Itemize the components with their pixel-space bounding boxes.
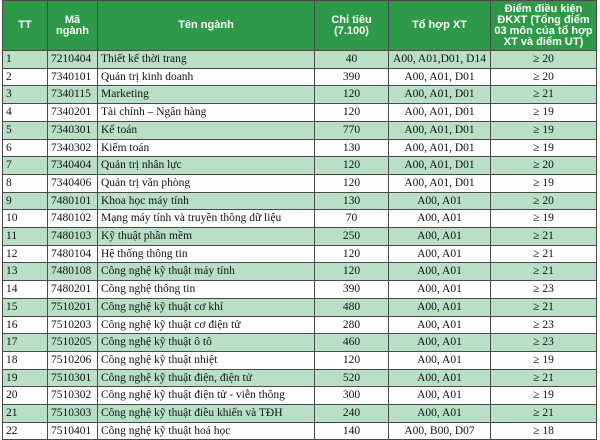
subject-combination: A00, A01 bbox=[389, 192, 491, 210]
major-name: Kiểm toán bbox=[98, 139, 315, 157]
minimum-score: ≥ 19 bbox=[491, 139, 597, 157]
subject-combination: A00, A01 bbox=[389, 245, 491, 263]
table-row bbox=[3, 369, 597, 387]
major-code: 7510206 bbox=[48, 351, 98, 369]
major-code: 7510203 bbox=[48, 316, 98, 334]
major-code: 7340404 bbox=[48, 157, 98, 175]
subject-combination: A00, A01 bbox=[389, 351, 491, 369]
header-quota: Chỉ tiêu (7.100) bbox=[315, 1, 389, 51]
major-name: Công nghệ kỹ thuật cơ điện tử bbox=[98, 316, 315, 334]
minimum-score: ≥ 21 bbox=[491, 298, 597, 316]
row-number: 19 bbox=[3, 369, 48, 387]
table-row bbox=[3, 405, 597, 423]
table-row bbox=[3, 351, 597, 369]
table-row bbox=[3, 263, 597, 281]
row-number: 15 bbox=[3, 298, 48, 316]
row-number: 5 bbox=[3, 121, 48, 139]
minimum-score: ≥ 21 bbox=[491, 86, 597, 104]
row-number: 14 bbox=[3, 281, 48, 299]
subject-combination: A00, A01, D01 bbox=[389, 174, 491, 192]
major-name: Khoa học máy tính bbox=[98, 192, 315, 210]
major-name: Công nghệ thông tin bbox=[98, 281, 315, 299]
quota-value: 480 bbox=[315, 298, 389, 316]
row-number: 4 bbox=[3, 104, 48, 122]
subject-combination: A00, A01, D01 bbox=[389, 86, 491, 104]
minimum-score: ≥ 21 bbox=[491, 245, 597, 263]
minimum-score: ≥ 20 bbox=[491, 51, 597, 69]
major-name: Quản trị nhân lực bbox=[98, 157, 315, 175]
major-name: Hệ thống thông tin bbox=[98, 245, 315, 263]
row-number: 3 bbox=[3, 86, 48, 104]
major-name: Mạng máy tính và truyền thông dữ liệu bbox=[98, 210, 315, 228]
major-code: 7340301 bbox=[48, 121, 98, 139]
major-code: 7510303 bbox=[48, 405, 98, 423]
minimum-score: ≥ 21 bbox=[491, 405, 597, 423]
minimum-score: ≥ 19 bbox=[491, 210, 597, 228]
row-number: 21 bbox=[3, 405, 48, 423]
table-row bbox=[3, 316, 597, 334]
quota-value: 520 bbox=[315, 369, 389, 387]
subject-combination: A00, A01 bbox=[389, 210, 491, 228]
quota-value: 120 bbox=[315, 174, 389, 192]
quota-value: 130 bbox=[315, 139, 389, 157]
subject-combination: A00, B00, D07 bbox=[389, 422, 491, 440]
quota-value: 240 bbox=[315, 405, 389, 423]
minimum-score: ≥ 23 bbox=[491, 316, 597, 334]
major-code: 7510201 bbox=[48, 298, 98, 316]
major-name: Công nghệ kỹ thuật hoá học bbox=[98, 422, 315, 440]
subject-combination: A00, A01 bbox=[389, 369, 491, 387]
header-score: Điểm điều kiện ĐKXT (Tổng điểm 03 môn của tổ hợp XT và điểm UT) bbox=[491, 1, 597, 51]
table-row bbox=[3, 334, 597, 352]
row-number: 2 bbox=[3, 68, 48, 86]
subject-combination: A00, A01 bbox=[389, 298, 491, 316]
major-name: Thiết kế thời trang bbox=[98, 51, 315, 69]
major-name: Marketing bbox=[98, 86, 315, 104]
quota-value: 120 bbox=[315, 104, 389, 122]
quota-value: 770 bbox=[315, 121, 389, 139]
table-row bbox=[3, 210, 597, 228]
subject-combination: A00, A01, D01 bbox=[389, 68, 491, 86]
table-row bbox=[3, 387, 597, 405]
subject-combination: A00, A01, D01 bbox=[389, 139, 491, 157]
quota-value: 300 bbox=[315, 387, 389, 405]
major-code: 7510205 bbox=[48, 334, 98, 352]
subject-combination: A00, A01 bbox=[389, 334, 491, 352]
quota-value: 40 bbox=[315, 51, 389, 69]
major-code: 7340302 bbox=[48, 139, 98, 157]
minimum-score: ≥ 19 bbox=[491, 174, 597, 192]
table-row bbox=[3, 121, 597, 139]
major-code: 7340406 bbox=[48, 174, 98, 192]
major-name: Quản trị văn phòng bbox=[98, 174, 315, 192]
subject-combination: A00, A01 bbox=[389, 281, 491, 299]
quota-value: 130 bbox=[315, 192, 389, 210]
quota-value: 390 bbox=[315, 281, 389, 299]
subject-combination: A00, A01 bbox=[389, 405, 491, 423]
minimum-score: ≥ 19 bbox=[491, 387, 597, 405]
table-row bbox=[3, 281, 597, 299]
major-name: Công nghệ kỹ thuật nhiệt bbox=[98, 351, 315, 369]
table-row bbox=[3, 422, 597, 440]
table-row bbox=[3, 157, 597, 175]
table-row bbox=[3, 139, 597, 157]
subject-combination: A00, A01 bbox=[389, 263, 491, 281]
table-row bbox=[3, 245, 597, 263]
row-number: 17 bbox=[3, 334, 48, 352]
subject-combination: A00, A01, D01 bbox=[389, 104, 491, 122]
minimum-score: ≥ 23 bbox=[491, 334, 597, 352]
minimum-score: ≥ 18 bbox=[491, 422, 597, 440]
table-row bbox=[3, 192, 597, 210]
row-number: 9 bbox=[3, 192, 48, 210]
subject-combination: A00, A01, D01 bbox=[389, 121, 491, 139]
row-number: 13 bbox=[3, 263, 48, 281]
minimum-score: ≥ 21 bbox=[491, 263, 597, 281]
quota-value: 70 bbox=[315, 210, 389, 228]
major-code: 7480201 bbox=[48, 281, 98, 299]
header-combo: Tổ hợp XT bbox=[389, 1, 491, 51]
major-name: Tài chính – Ngân hàng bbox=[98, 104, 315, 122]
table-row bbox=[3, 174, 597, 192]
quota-value: 280 bbox=[315, 316, 389, 334]
major-code: 7480103 bbox=[48, 228, 98, 246]
major-name: Kế toán bbox=[98, 121, 315, 139]
major-name: Công nghệ kỹ thuật điện, điện tử bbox=[98, 369, 315, 387]
row-number: 8 bbox=[3, 174, 48, 192]
header-tt: TT bbox=[3, 1, 48, 51]
table-row bbox=[3, 104, 597, 122]
subject-combination: A00, A01 bbox=[389, 387, 491, 405]
quota-value: 250 bbox=[315, 228, 389, 246]
minimum-score: ≥ 21 bbox=[491, 228, 597, 246]
major-code: 7510401 bbox=[48, 422, 98, 440]
minimum-score: ≥ 19 bbox=[491, 121, 597, 139]
row-number: 12 bbox=[3, 245, 48, 263]
admission-table bbox=[2, 0, 597, 440]
quota-value: 460 bbox=[315, 334, 389, 352]
table-row bbox=[3, 68, 597, 86]
minimum-score: ≥ 21 bbox=[491, 369, 597, 387]
major-name: Công nghệ kỹ thuật điều khiển và TĐH bbox=[98, 405, 315, 423]
minimum-score: ≥ 19 bbox=[491, 351, 597, 369]
major-code: 7340201 bbox=[48, 104, 98, 122]
table-row bbox=[3, 86, 597, 104]
quota-value: 120 bbox=[315, 263, 389, 281]
header-code: Mã ngành bbox=[48, 1, 98, 51]
subject-combination: A00, A01 bbox=[389, 228, 491, 246]
quota-value: 390 bbox=[315, 68, 389, 86]
row-number: 7 bbox=[3, 157, 48, 175]
row-number: 16 bbox=[3, 316, 48, 334]
major-code: 7480101 bbox=[48, 192, 98, 210]
minimum-score: ≥ 20 bbox=[491, 68, 597, 86]
major-code: 7340101 bbox=[48, 68, 98, 86]
minimum-score: ≥ 23 bbox=[491, 281, 597, 299]
row-number: 20 bbox=[3, 387, 48, 405]
minimum-score: ≥ 20 bbox=[491, 157, 597, 175]
major-code: 7210404 bbox=[48, 51, 98, 69]
row-number: 18 bbox=[3, 351, 48, 369]
row-number: 11 bbox=[3, 228, 48, 246]
subject-combination: A00, A01 bbox=[389, 316, 491, 334]
major-name: Công nghệ kỹ thuật máy tính bbox=[98, 263, 315, 281]
major-name: Công nghệ kỹ thuật điện tử - viễn thông bbox=[98, 387, 315, 405]
major-code: 7340115 bbox=[48, 86, 98, 104]
major-code: 7480102 bbox=[48, 210, 98, 228]
quota-value: 140 bbox=[315, 422, 389, 440]
row-number: 22 bbox=[3, 422, 48, 440]
table-row bbox=[3, 228, 597, 246]
minimum-score: ≥ 19 bbox=[491, 104, 597, 122]
row-number: 1 bbox=[3, 51, 48, 69]
table-body bbox=[3, 51, 597, 440]
major-name: Quản trị kinh doanh bbox=[98, 68, 315, 86]
major-code: 7480108 bbox=[48, 263, 98, 281]
table-row bbox=[3, 298, 597, 316]
row-number: 6 bbox=[3, 139, 48, 157]
subject-combination: A00, A01, D01 bbox=[389, 157, 491, 175]
major-name: Kỹ thuật phần mềm bbox=[98, 228, 315, 246]
minimum-score: ≥ 20 bbox=[491, 192, 597, 210]
table-header-row bbox=[3, 1, 597, 51]
row-number: 10 bbox=[3, 210, 48, 228]
quota-value: 120 bbox=[315, 157, 389, 175]
major-name: Công nghệ kỹ thuật cơ khí bbox=[98, 298, 315, 316]
quota-value: 120 bbox=[315, 245, 389, 263]
subject-combination: A00, A01,D01, D14 bbox=[389, 51, 491, 69]
header-name: Tên ngành bbox=[98, 1, 315, 51]
major-name: Công nghệ kỹ thuật ô tô bbox=[98, 334, 315, 352]
quota-value: 120 bbox=[315, 351, 389, 369]
major-code: 7510302 bbox=[48, 387, 98, 405]
major-code: 7510301 bbox=[48, 369, 98, 387]
quota-value: 120 bbox=[315, 86, 389, 104]
table-row bbox=[3, 51, 597, 69]
major-code: 7480104 bbox=[48, 245, 98, 263]
